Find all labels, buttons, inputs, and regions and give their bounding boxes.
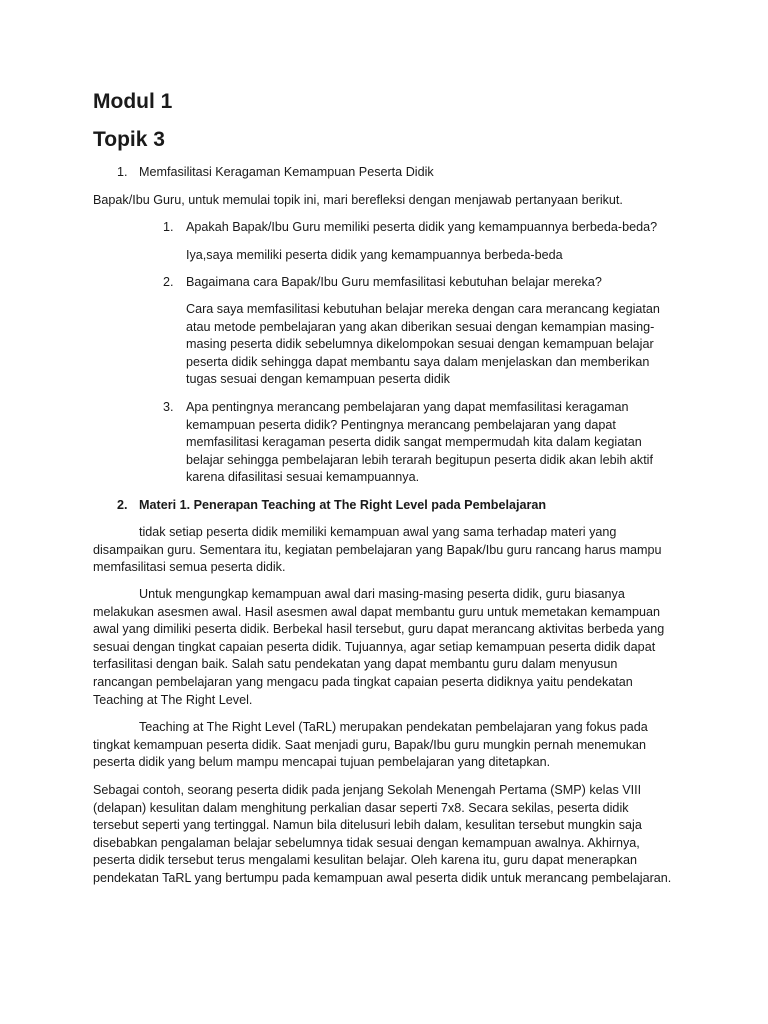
paragraph-4: Sebagai contoh, seorang peserta didik pada jenjang Sekolah Menengah Pertama (SMP) kelas VIII (delapan) kesulitan dalam menghitung perkalian dasar seperti 7x8. Secara sekilas, peserta didik tersebut seperti yang tertinggal. Namun bila ditelusuri lebih dalam, kesulitan tersebut mungkin saja disebabkan pengalaman belajar sebelumnya tidak sesuai dengan kemampuan awalnya. Akhirnya, peserta didik tersebut terus mengalami kesulitan belajar. Oleh karena itu, guru dapat menerapkan pendekatan TaRL yang bertumpu pada kemampuan awal peserta didik untuk merancang pembelajaran. (93, 783, 672, 885)
topik-heading: Topik 3 (93, 128, 165, 151)
paragraph-3: Teaching at The Right Level (TaRL) merupakan pendekatan pembelajaran yang fokus pada tingkat kemampuan peserta didik. Saat menjadi guru, Bapak/Ibu guru mungkin pernah menemukan peserta didik yang belum mampu mencapai tujuan pembelajaran yang ditetapkan. (93, 720, 648, 770)
paragraph-2: Untuk mengungkap kemampuan awal dari masing-masing peserta didik, guru biasanya melakukan asesmen awal. Hasil asesmen awal dapat membantu guru untuk memetakan kemampuan awal yang dimiliki peserta didik. Berbekal hasil tersebut, guru dapat merancang aktivitas berbeda yang sesuai dengan tingkat capaian peserta didik. Tujuannya, agar setiap kemampuan peserta didik dapat terfasilitasi dengan baik. Salah satu pendekatan yang dapat membantu guru dalam menyusun rancangan pembelajaran yang mengacu pada tingkat capaian peserta didiknya yaitu pendekatan Teaching at The Right Level. (93, 587, 665, 707)
question2-number: 2. (163, 275, 174, 289)
question1-number: 1. (163, 220, 174, 234)
section2-number: 2. (117, 498, 128, 512)
answer1-text: Iya,saya memiliki peserta didik yang kemampuannya berbeda-beda (186, 248, 563, 262)
question3-text: Apa pentingnya merancang pembelajaran yang dapat memfasilitasi keragaman kemampuan peserta didik? Pentingnya merancang pembelajaran yang dapat memfasilitasi keragaman peserta didik sangat mempermudah kita dalam kegiatan belajar sehingga pembelajaran lebih terarah begitupun peserta didik akan lebih aktif karena difasilitasi sesuai kemampuannya. (186, 400, 653, 485)
answer2-text: Cara saya memfasilitasi kebutuhan belajar mereka dengan cara merancang kegiatan atau metode pembelajaran yang akan diberikan sesuai dengan kemampian masing-masing peserta didik sebelumnya dikelompokan sesuai dengan kemampuan belajar peserta didik sehingga dapat membantu saya dalam menjelaskan dan memberikan tugas sesuai dengan kemampuan peserta didik (186, 302, 660, 387)
paragraph-1: tidak setiap peserta didik memiliki kemampuan awal yang sama terhadap materi yang disampaikan guru. Sementara itu, kegiatan pembelajaran yang Bapak/Ibu guru rancang harus mampu memfasilitasi semua peserta didik. (93, 525, 662, 575)
question1-text: Apakah Bapak/Ibu Guru memiliki peserta didik yang kemampuannya berbeda-beda? (186, 220, 658, 234)
section1-number: 1. (117, 165, 128, 179)
intro-text: Bapak/Ibu Guru, untuk memulai topik ini, mari berefleksi dengan menjawab pertanyaan berikut. (93, 193, 623, 207)
section1-title: Memfasilitasi Keragaman Kemampuan Peserta Didik (139, 165, 434, 179)
question2-text: Bagaimana cara Bapak/Ibu Guru memfasilitasi kebutuhan belajar mereka? (186, 275, 602, 289)
section2-title: Materi 1. Penerapan Teaching at The Right Level pada Pembelajaran (139, 498, 547, 512)
question3-number: 3. (163, 400, 174, 414)
modul-heading: Modul 1 (93, 90, 173, 113)
